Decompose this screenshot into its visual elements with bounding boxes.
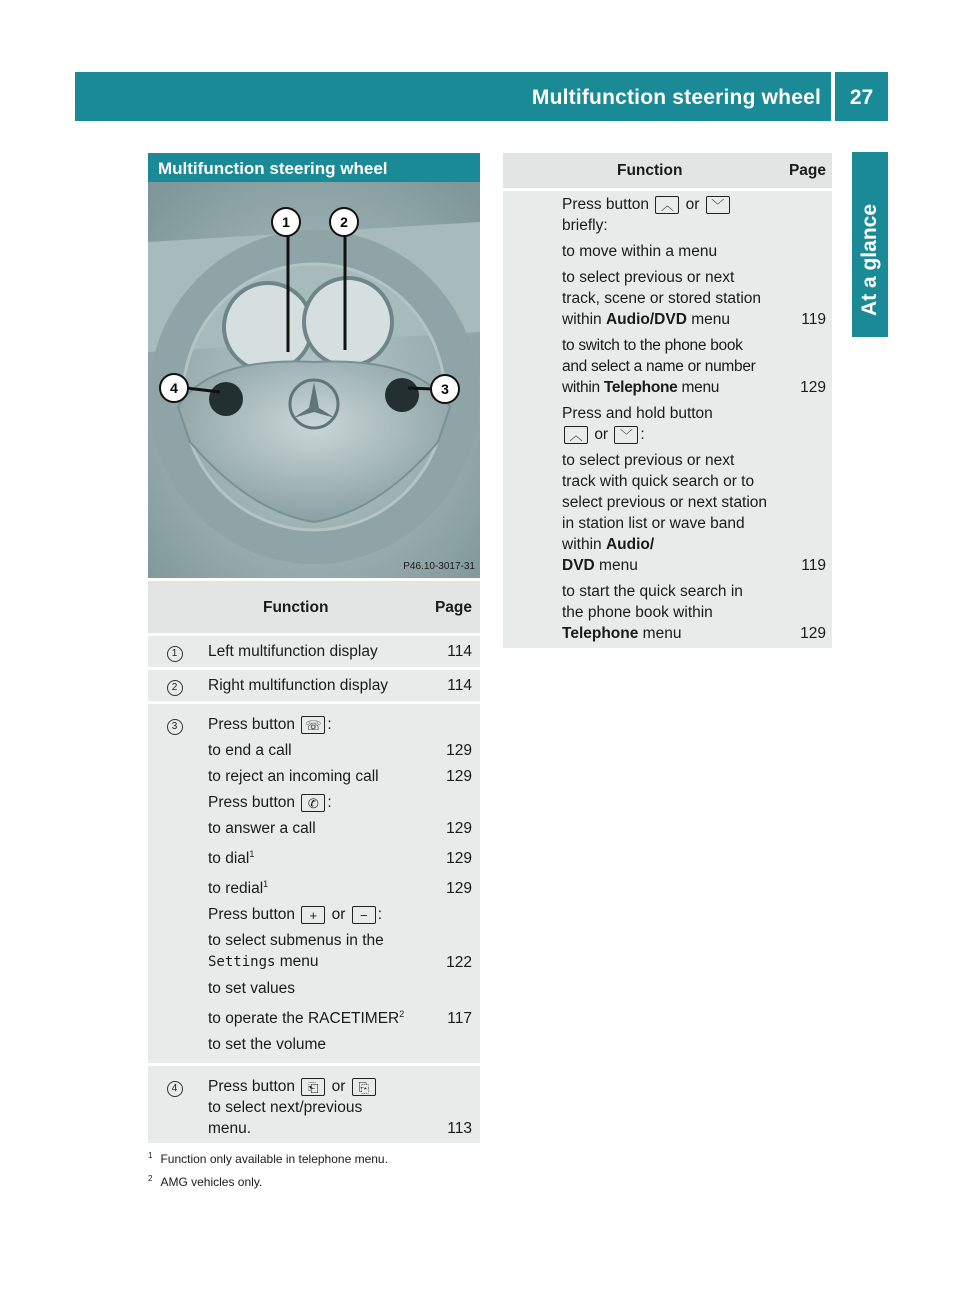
telephone-text: Telephone [603,379,678,396]
menu-text: menu [279,953,319,971]
move-within-text: to move within a menu [562,243,718,260]
or-text: or [331,906,346,924]
menu-text: menu [642,625,682,642]
footnote-text: Function only available in telephone menu. [160,1152,388,1166]
dial-page: 129 [446,850,472,868]
start-quick-text: to start the quick search in the phone book within [562,583,743,621]
or-text: or [685,196,700,213]
next-previous-page: 113 [447,1120,472,1138]
audio-text: Audio/ [605,536,655,553]
press-button-text: Press button [562,196,650,213]
press-button-text: Press button [208,1078,296,1096]
row-number: 4 [167,1081,183,1097]
press-button-text: Press button [208,716,296,733]
footnote-ref: 2 [399,1009,405,1020]
telephone-text: Telephone [562,625,639,642]
quick-search-page: 119 [801,557,826,574]
redial-page: 129 [446,880,472,898]
or-text: or [594,426,609,443]
table-row: 3 Press button ☏ : to end a call 129 to reject an incoming call 129 Press button ✆ : to answer a call 129 to dial$^1$ 129 to redial$^1$ 129 Press button + or − : to select submenus in the Settings menu 122 to set values to operate the RACETIMER$^2$ 117 to set the volume [148,704,480,1063]
steering-wheel-illustration [148,182,480,578]
row-number: 1 [167,646,183,662]
settings-text: Settings [208,954,276,971]
col-function: Function [263,598,329,616]
table-row [148,670,480,701]
press-hold-text: Press and hold button [562,405,713,422]
header-title: Multifunction steering wheel [531,86,821,109]
or-text: or [331,1078,346,1096]
press-button-text: Press button [208,906,296,924]
select-track-page: 119 [801,311,826,328]
row-text: Right multifunction display [208,677,389,694]
page-number: 27 [835,72,888,121]
row-number: 3 [167,719,183,735]
switch-phone-page: 129 [800,379,826,396]
submenus-text: to select submenus in the [208,932,384,950]
answer-call-icon: ✆ [301,794,325,812]
audio-dvd-text: Audio/DVD [605,311,687,328]
end-call-icon: ☏ [301,716,325,734]
reject-call-page: 129 [446,768,472,785]
steering-wheel-photo [148,182,480,578]
callout-1: 1 [282,214,290,230]
switch-phone-text: to switch to the phone book and select a name or number within [562,337,756,396]
row-page: 114 [447,643,472,660]
function-table-right [503,153,832,648]
racetimer-page: 117 [447,1010,472,1028]
minus-icon: − [352,906,376,924]
footnote-mark: 1 [148,1151,153,1160]
table-row [148,1066,480,1143]
reject-call-text: to reject an incoming call [208,768,379,785]
footnote-text: AMG vehicles only. [160,1175,263,1189]
set-volume-text: to set the volume [208,1036,327,1054]
scroll-down-icon: ﹀ [614,426,638,444]
scroll-down-icon: ﹀ [706,196,730,214]
image-code: P46.10-3017-31 [403,561,475,572]
answer-call-text: to answer a call [208,820,316,837]
select-track-text: to select previous or next track, scene or stored station within [562,269,762,328]
callout-4: 4 [170,380,178,396]
footnote-mark: 2 [148,1174,153,1183]
table-header [148,581,480,633]
callout-2: 2 [340,214,348,230]
footnote [148,1169,388,1192]
table-row: Press button ︿ or ﹀ briefly: to move within a menu to select previous or next track, scene or stored station within Audio/DVD menu 119 to switch to the phone book and select a name or number within Telephone menu 129 Press and hold button ︿ or ﹀ : to select previous or next track with quick search or to select previous or next station in station list or wave band within Audio/ DVD menu 119 to start the quick search in the phone book within Telephone menu 129 [503,191,832,648]
col-function: Function [617,162,683,179]
answer-call-page: 129 [446,820,472,837]
table-header [503,153,832,188]
footnote-ref: 1 [263,879,269,890]
quick-search-text: to select previous or next track with quick search or to select previous or next station in station list or wave band within [562,452,768,553]
menu-text: menu [691,311,730,328]
dvd-text: DVD [562,557,595,574]
row-text: Left multifunction display [208,643,378,660]
footnotes [148,1146,388,1192]
row-page: 114 [447,677,472,694]
dial-text: to dial [208,850,250,868]
racetimer-text: to operate the RACETIMER [208,1010,400,1028]
side-tab [852,152,888,337]
end-call-page: 129 [446,742,472,759]
col-page: Page [434,598,472,616]
menu-text: menu [681,379,720,396]
footnote-ref: 1 [249,849,255,859]
function-table-left [148,581,480,1143]
submenus-page: 122 [446,954,472,972]
table-row [148,636,480,667]
callout-3: 3 [441,381,449,397]
next-previous-text: to select next/previous menu. [208,1099,363,1138]
end-call-text: to end a call [208,742,292,759]
redial-text: to redial [208,880,264,898]
section-title: Multifunction steering wheel [148,153,480,182]
page-header-bar [75,72,831,121]
row-number: 2 [167,680,183,696]
briefly-text: briefly: [562,217,608,234]
scroll-up-icon: ︿ [655,196,679,214]
side-tab-label: At a glance [858,203,881,317]
col-page: Page [788,162,826,179]
set-values-text: to set values [208,980,296,998]
press-button-text: Press button [208,794,296,811]
menu-text: menu [599,557,638,574]
start-quick-page: 129 [800,625,826,642]
menu-forward-icon: ⎘ [352,1078,376,1096]
menu-back-icon: ⎗ [301,1078,325,1096]
footnote [148,1146,388,1169]
plus-icon: + [301,906,325,924]
scroll-up-icon: ︿ [564,426,588,444]
